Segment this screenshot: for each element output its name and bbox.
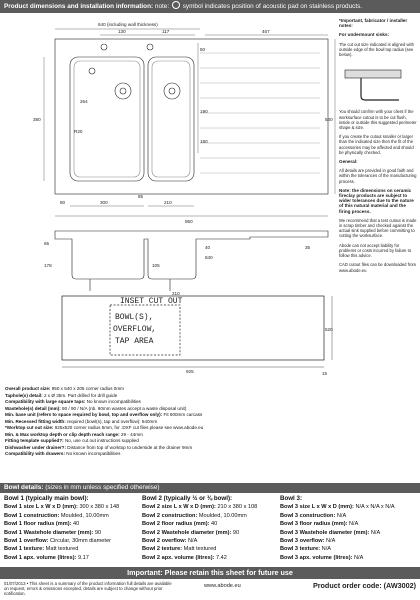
dim-520: 520 [325, 327, 333, 332]
bowl-row-label: Bowl 1 construction: [4, 512, 60, 519]
bowl-row-value: Matt textured [183, 546, 217, 553]
bowl-row-value: Matt textured [45, 546, 79, 553]
bowl-column-2 [142, 495, 280, 562]
bowl-row-label: Bowl 1 apx. volume (litres): [4, 554, 77, 561]
spec-label: Min. base unit (refers to space required by bowl, top and overflow only): [5, 412, 163, 417]
taphole-2 [147, 44, 153, 50]
dim-950: 950 [185, 219, 193, 224]
bowl-row-label: Bowl 2 size L x W x D (mm): [142, 504, 216, 511]
bowl-row-value: 210 x 380 x 108 [217, 504, 258, 511]
inset-label-2: OVERFLOW, [113, 325, 157, 334]
dim-117: 117 [162, 29, 170, 34]
dim-15: 15 [322, 371, 328, 376]
header-note-lead: note: [154, 3, 170, 10]
sink-plan-outline [55, 39, 328, 194]
bowl-row-label: Bowl 3 size L x W x D (mm): [280, 504, 354, 511]
bowl-2-plan [148, 57, 194, 181]
acoustic-pad-icon [172, 1, 180, 9]
spec-value: Distance from top of worktop to underside at the drainer 9mm [67, 444, 193, 450]
bowl-row [142, 554, 280, 562]
bowl-row-value: N/A [321, 546, 331, 553]
footer-url[interactable]: www.abode.eu [204, 583, 241, 589]
dim-40: 40 [205, 245, 211, 250]
spec-label: Min. Recessed fitting width: [5, 418, 66, 424]
footer-disclaimer: 01/07/2013 • This sheet is a summary of the product information full details are available on request, errors & omissions excepted, details are subject to change without prior notification. [4, 581, 172, 597]
spec-label: Overall product size: [5, 386, 51, 391]
bowl-row-value: Moulded, 10.00mm [198, 512, 247, 519]
bowl-row-value: 300 x 380 x 148 [79, 504, 120, 511]
bowl-row [4, 545, 142, 553]
header-note-text: symbol indicates position of acoustic pad on stainless products. [182, 3, 363, 10]
header-bar [0, 0, 420, 13]
dim-80: 80 [60, 200, 66, 205]
inset-cutout-drawing [62, 296, 332, 367]
bowl-row [4, 554, 142, 562]
taphole-1 [101, 44, 107, 50]
dim-35: 35 [305, 245, 311, 250]
notes-url[interactable]: www.abode.eu [339, 267, 367, 273]
spec-label: Min. & Max worktop depth or clip depth reach range: [5, 431, 120, 437]
spec-value: 950 x 540 x 205 corner radius 0mm [51, 386, 124, 391]
bowl-row [4, 520, 142, 528]
inset-label-3: TAP AREA [115, 337, 154, 346]
dim-925: 925 [186, 369, 194, 374]
waste-1-circle [115, 83, 131, 99]
notes-p5: Note: the dimensions on ceramic fireclay products are subject to wider tolerances due to the nature of this natural material and the firing process. [339, 187, 414, 214]
dim-300: 300 [100, 200, 108, 205]
bowl-row [4, 529, 142, 537]
dim-130: 130 [118, 29, 126, 34]
dim-190: 190 [200, 109, 208, 114]
dim-50: 50 [200, 47, 206, 52]
bowl-title: Bowl 3: [280, 495, 303, 502]
bowl-row-label: Bowl 1 Wastehole diameter (mm): [4, 529, 94, 536]
dim-85: 85 [138, 194, 144, 199]
inset-label-1: BOWL(S), [115, 313, 154, 322]
bowl-column-3 [280, 495, 418, 562]
bowl-row-label: Bowl 3 construction: [280, 512, 336, 519]
bowl-row-value: 9.17 [78, 554, 89, 561]
bowl-row-value: N/A [326, 538, 336, 545]
dim-264: 264 [80, 99, 88, 104]
bowl-column-1 [4, 495, 142, 562]
notes-p6: We recommend that a test cutout is made in scrap timber and checked against the actual sink supplied before committing to cutting the worksurface. [339, 217, 417, 239]
spec-value: 925x520 corner radius 5mm, for .DXF cut files please see www.abode.eu [54, 425, 204, 430]
notes-p8 [339, 262, 417, 272]
spec-label: Fitting template supplied?: [5, 438, 64, 443]
bowl-row-label: Bowl 1 texture: [4, 546, 45, 553]
bowl-row-value: N/A [336, 512, 347, 519]
notes-p3: If you create the cutout smaller or larger than the indicated size then the fit of the accessories may be affected and should be physically checked. [339, 134, 414, 155]
dim-640-label: 640 (including wall thickness) [98, 22, 158, 27]
bowl-row-label: Bowl 2 apx. volume (litres): [142, 554, 215, 561]
notes-p7: Abode can not accept liability for problems or costs incurred by failure to follow this advice. [339, 242, 412, 259]
bowl-row-value: 40 [211, 521, 218, 528]
bowl-row [142, 537, 280, 545]
dim-210: 210 [164, 200, 172, 205]
spec-value: No, use cut out instructions supplied [64, 438, 139, 443]
inset-title: INSET CUT OUT [120, 297, 183, 306]
bowl-row-label: Bowl 2 texture: [142, 546, 183, 553]
bowl-row-value: N/A x N/A x N/A [355, 504, 395, 511]
spec-value: No known incompatibilities [86, 399, 141, 404]
spec-label: Wastehole(s) detail (mm): [5, 405, 61, 411]
bowl-row-label: Bowl 2 overflow: [142, 538, 187, 545]
bowl-row-value: 7.42 [216, 554, 227, 561]
bowl-row [280, 554, 418, 562]
bowl-title: Bowl 1 (typically main bowl): [4, 495, 89, 502]
dim-178: 178 [44, 263, 52, 268]
bowl-row [142, 545, 280, 553]
notes-p4: All details are provided in good faith and within the tolerances of the manufacturing process. [339, 168, 417, 184]
bowl-row-value: N/A [354, 554, 364, 561]
bowl-row [142, 512, 280, 520]
bowl-row-value: 90 [232, 529, 240, 536]
bowl-row [142, 503, 280, 511]
bowl-row-value: Circular, 30mm diameter [50, 538, 111, 545]
footer [4, 581, 418, 599]
bowl-row-label: Bowl 1 floor radius (mm): [4, 521, 72, 528]
bowl-row [4, 512, 142, 520]
bowl-row-label: Bowl 2 Wastehole diameter (mm): [142, 529, 232, 536]
bowl-row [280, 529, 418, 537]
bowl-row-label: Bowl 1 size L x W x D (mm): [4, 504, 78, 511]
dim-380: 380 [33, 117, 41, 122]
bowl-details-title: Bowl details: [4, 484, 44, 491]
spec-label: Taphole(s) detail: [5, 392, 43, 398]
waste-2-circle [164, 83, 180, 99]
spec-value: No known incompatibilities [66, 451, 121, 456]
bowl-row-value: 40 [73, 521, 80, 528]
spec-value: 29 - 44mm [120, 431, 143, 437]
header-title: Product dimensions and installation information: [4, 3, 154, 10]
bowl-details-note: (sizes in mm unless specified otherwise) [45, 484, 160, 491]
bowl-row-value: N/A [370, 529, 381, 536]
dim-540: 540 [325, 117, 333, 122]
bowl-row-label: Bowl 2 construction: [142, 512, 198, 519]
bowl-row-value: N/A [188, 538, 198, 545]
spec-label: Compatibility with large square taps: [5, 399, 86, 404]
dim-105: 105 [152, 263, 160, 268]
spec-label: Compatibility with drawers: [5, 451, 65, 456]
bowl-1-plan [70, 57, 144, 181]
bowl-row [280, 503, 418, 511]
dim-65: 65 [44, 241, 50, 246]
bowl-row-label: Bowl 3 Wastehole diameter (mm): [280, 529, 370, 536]
spec-row [5, 451, 335, 458]
technical-drawing [0, 13, 336, 383]
dim-r20: R20 [74, 129, 83, 134]
dim-467: 467 [262, 29, 270, 34]
bowl-row [142, 520, 280, 528]
notes-p2: You should confirm with your client if the worksurface cutout is to be cut flush, inside or outside this suggested perimeter shape & size. [339, 109, 417, 131]
bowl-row-value: N/A [349, 521, 359, 528]
bowl-row [280, 512, 418, 520]
spec-value: required (bowl(s), tap and overflow): 540mm [67, 418, 158, 424]
notes-title: *Important, fabricator / installer notes: [339, 18, 408, 29]
bowl-row-label: Bowl 3 texture: [280, 546, 321, 553]
spec-list [5, 386, 335, 458]
bowl-row [280, 545, 418, 553]
notes-p8-text: CAD cutout files can be downloaded from [339, 262, 417, 268]
section-view [55, 231, 328, 291]
bowl-row-value: 90 [94, 529, 102, 536]
bowl-row [4, 503, 142, 511]
bowl-row-label: Bowl 1 overflow: [4, 538, 49, 545]
dim-840: 840 [205, 255, 213, 260]
undermount-title: For undermount sinks: [339, 32, 390, 38]
edge-radius-figure [343, 64, 403, 104]
retain-banner: Important: Please retain this sheet for future use [0, 567, 420, 579]
general-title: General: [339, 159, 358, 165]
spec-value: 2 x Ø 35m. Part drilled for drill guide [43, 392, 118, 398]
bowl-title: Bowl 2 (typically ½ or ⅜ bowl): [142, 495, 233, 502]
dim-180: 180 [200, 139, 208, 144]
bowl-row-label: Bowl 3 apx. volume (litres): [280, 554, 353, 561]
bowl-row [4, 537, 142, 545]
bowl-details-header [0, 483, 420, 493]
bowl-row [280, 520, 418, 528]
bowl-row [280, 537, 418, 545]
notes-p1: The cut out size indicated is aligned with outside edge of the bowl top radius (see below). [339, 41, 414, 58]
spec-value: 90 / 90 / N/A (nb. 90mm wastes accept a waste disposal unit) [62, 405, 187, 411]
bowl-row-label: Bowl 2 floor radius (mm): [142, 521, 210, 528]
bowl-row-value: Moulded, 10.00mm [60, 512, 109, 519]
installer-notes [339, 18, 417, 277]
bowl-details-table [4, 495, 418, 562]
bowl-row [142, 529, 280, 537]
bowl-row-label: Bowl 3 floor radius (mm): [280, 521, 348, 528]
product-order-code: Product order code: (AW3002) [312, 581, 416, 590]
drainer-grooves [200, 53, 320, 173]
spec-label: Dishwasher under drainer?: [5, 444, 67, 450]
bowl-row-label: Bowl 3 overflow: [280, 538, 325, 545]
spec-value: Fit 600mm carcass [163, 412, 203, 417]
dim-210-section: 210 [172, 291, 180, 296]
spec-label: *Worktop cut out size: [5, 425, 54, 430]
